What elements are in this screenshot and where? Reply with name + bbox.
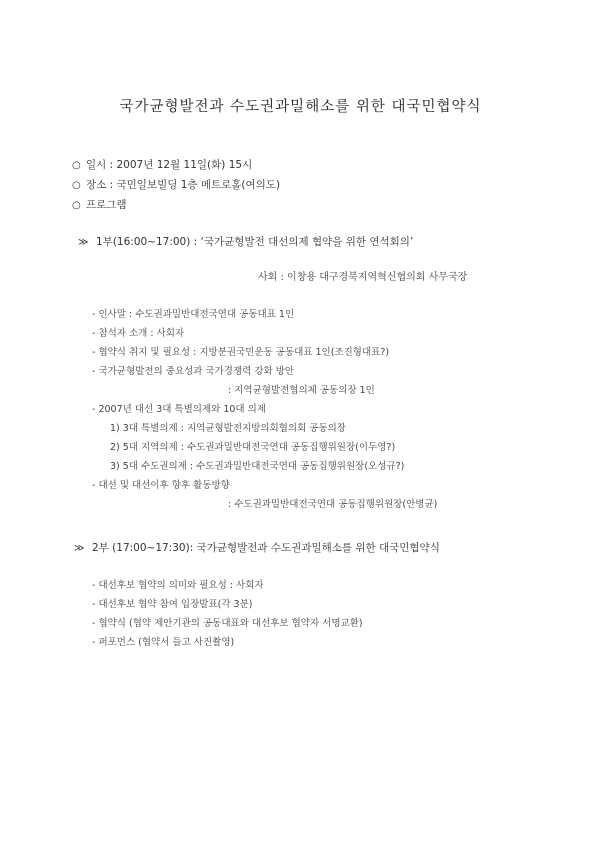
list-item: : 수도권과밀반대전국연대 공동집행위원장(안병균) (228, 499, 438, 510)
list-item: - 협약식 취지 및 필요성 : 지방분권국민운동 공동대표 1인(조진형대표?) (92, 347, 390, 358)
list-item: : 지역균형발전협의체 공동의장 1인 (228, 385, 375, 396)
list-item: 2) 5대 지역의제 : 수도권과밀반대전국연대 공동집행위원장(이두영?) (110, 442, 396, 453)
list-item: - 대선 및 대선이후 향후 활동방향 (92, 480, 230, 491)
circle-bullet-icon: ○ (72, 200, 81, 211)
list-item: - 참석자 소개 : 사회자 (92, 328, 185, 339)
info-date (72, 157, 252, 172)
list-item: - 대선후보 협약의 의미와 필요성 : 사회자 (92, 580, 264, 591)
list-item: - 협약식 (협약 제안기관의 공동대표와 대선후보 협약자 서명교환) (92, 618, 363, 629)
date-text: 일시 : 2007년 12월 11일(화) 15시 (86, 159, 253, 171)
part2-heading (74, 540, 440, 555)
list-item: - 2007년 대선 3대 특별의제와 10대 의제 (92, 404, 266, 415)
list-item: 1) 3대 특별의제 : 지역균형발전지방의회협의회 공동의장 (110, 423, 346, 434)
place-text: 장소 : 국민일보빌딩 1층 메트로홀(여의도) (86, 179, 281, 191)
list-item: 3) 5대 수도권의제 : 수도권과밀반대전국연대 공동집행위원장(오성규?) (110, 461, 405, 472)
page-title: 국가균형발전과 수도권과밀해소를 위한 대국민협약식 (119, 99, 482, 115)
list-item: - 대선후보 협약 참여 입장발표(각 3분) (92, 599, 253, 610)
info-program (72, 197, 127, 212)
part1-host: 사회 : 이창용 대구경북지역혁신협의회 사무국장 (258, 272, 468, 283)
part1-heading (78, 234, 413, 249)
info-place (72, 177, 280, 192)
circle-bullet-icon: ○ (72, 160, 81, 171)
double-arrow-icon: ≫ (78, 237, 89, 248)
list-item: - 인사말 : 수도권과밀반대전국연대 공동대표 1인 (92, 309, 295, 320)
list-item: - 퍼포먼스 (협약서 들고 사진촬영) (92, 637, 235, 648)
part1-heading-text: 1부(16:00~17:00) : ‘국가균형발전 대선의제 협약을 위한 연석회의’ (96, 236, 414, 248)
program-text: 프로그램 (86, 199, 127, 211)
part2-heading-text: 2부 (17:00~17:30): 국가균형발전과 수도권과밀해소를 위한 대국민협약식 (92, 542, 440, 554)
list-item: - 국가균형발전의 중요성과 국가경쟁력 강화 방안 (92, 366, 295, 377)
double-arrow-icon: ≫ (74, 543, 85, 554)
circle-bullet-icon: ○ (72, 180, 81, 191)
